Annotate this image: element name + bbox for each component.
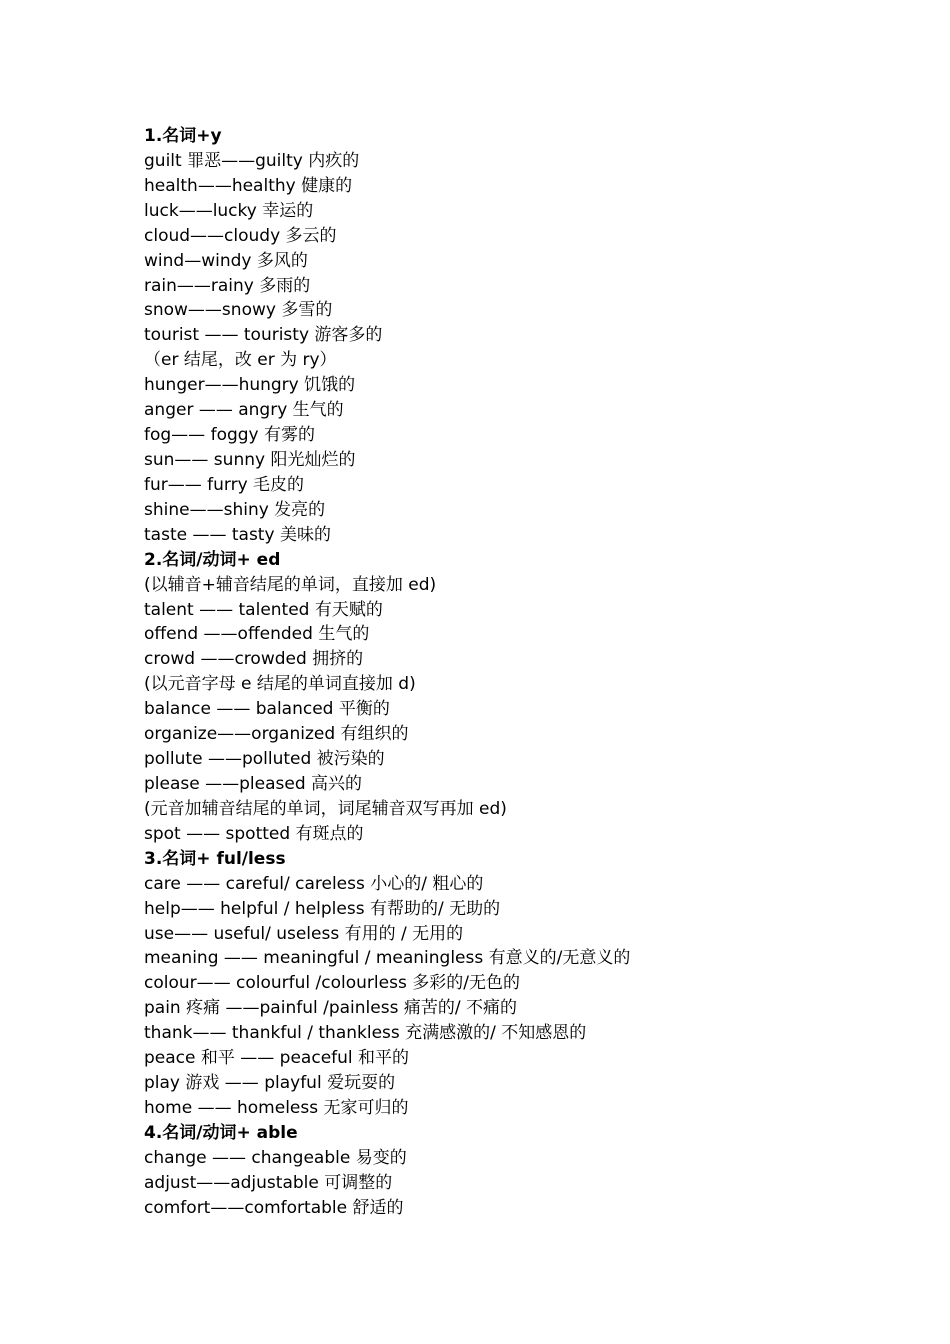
word-pair-line: play 游戏 —— playful 爱玩耍的 [144,1073,396,1094]
word-pair-line: use—— useful/ useless 有用的 / 无用的 [144,923,464,944]
word-pair-line: fur—— furry 毛皮的 [144,474,305,495]
word-pair-line: talent —— talented 有天赋的 [144,599,383,620]
section-heading: 1.名词+y [144,126,222,146]
word-pair-line: luck——lucky 幸运的 [144,200,314,221]
word-pair-line: organize——organized 有组织的 [144,724,409,745]
word-pair-line: colour—— colourful /colourless 多彩的/无色的 [144,973,520,994]
word-pair-line: meaning —— meaningful / meaningless 有意义的/无意义的 [144,948,631,969]
word-pair-line: home —— homeless 无家可归的 [144,1097,409,1118]
word-pair-line: rain——rainy 多雨的 [144,275,311,296]
word-pair-line: crowd ——crowded 拥挤的 [144,649,364,670]
word-pair-line: pain 疼痛 ——painful /painless 痛苦的/ 不痛的 [144,998,517,1019]
word-pair-line: taste —— tasty 美味的 [144,524,331,545]
word-pair-line: wind—windy 多风的 [144,250,308,271]
word-pair-line: hunger——hungry 饥饿的 [144,375,356,396]
word-pair-line: help—— helpful / helpless 有帮助的/ 无助的 [144,898,501,919]
word-pair-line: sun—— sunny 阳光灿烂的 [144,449,356,470]
word-pair-line: thank—— thankful / thankless 充满感激的/ 不知感恩的 [144,1023,587,1044]
word-pair-line: comfort——comfortable 舒适的 [144,1197,404,1218]
section-heading: 2.名词/动词+ ed [144,549,281,570]
rule-note: (以辅音+辅音结尾的单词，直接加 ed) [144,574,437,595]
word-pair-line: care —— careful/ careless 小心的/ 粗心的 [144,873,484,894]
rule-note: (元音加辅音结尾的单词，词尾辅音双写再加 ed) [144,798,507,819]
section-heading: 4.名词/动词+ able [144,1122,298,1143]
word-pair-line: health——healthy 健康的 [144,175,353,196]
word-pair-line: cloud——cloudy 多云的 [144,225,337,246]
word-pair-line: spot —— spotted 有斑点的 [144,823,364,844]
word-pair-line: offend ——offended 生气的 [144,624,370,645]
word-formation-list [144,124,904,1221]
word-pair-line: balance —— balanced 平衡的 [144,699,390,720]
word-pair-line: snow——snowy 多雪的 [144,300,333,321]
word-pair-line: please ——pleased 高兴的 [144,773,363,794]
word-pair-line: guilt 罪恶——guilty 内疚的 [144,150,360,171]
word-pair-line: tourist —— touristy 游客多的 [144,325,383,346]
rule-note: （er 结尾，改 er 为 ry） [144,350,337,371]
word-pair-line: change —— changeable 易变的 [144,1147,407,1168]
word-pair-line: anger —— angry 生气的 [144,400,344,421]
section-heading: 3.名词+ ful/less [144,848,286,869]
word-pair-line: shine——shiny 发亮的 [144,499,326,520]
word-pair-line: pollute ——polluted 被污染的 [144,749,385,770]
word-pair-line: adjust——adjustable 可调整的 [144,1172,393,1193]
word-pair-line: peace 和平 —— peaceful 和平的 [144,1048,410,1069]
rule-note: (以元音字母 e 结尾的单词直接加 d) [144,674,416,695]
word-pair-line: fog—— foggy 有雾的 [144,425,316,446]
